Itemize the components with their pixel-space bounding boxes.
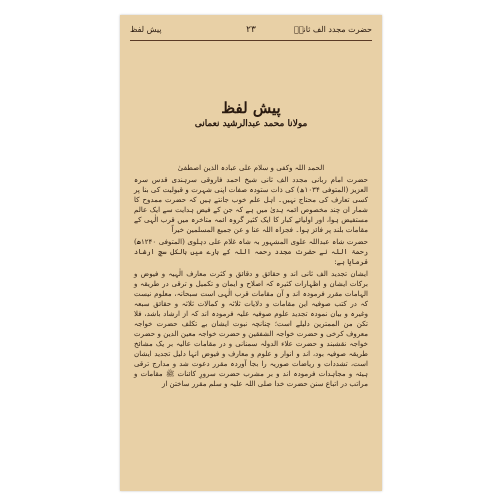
- opening-line: الحمد اللہ وکفی و سلام علی عبادہ الذین اصطفیٰ: [177, 163, 325, 172]
- page-header: [130, 21, 372, 39]
- section-header: پیش لفظ: [130, 25, 162, 34]
- running-title: حضرت مجدد الف ثانیؒ: [293, 25, 372, 34]
- book-page: [120, 15, 382, 491]
- body-text: [134, 163, 368, 391]
- quoted-paragraph: ایشان تجدید الف ثانی اند و حقائق و دقائق و کثرت معارف الٰہیہ و فیوض و برکات ایشان و اظہارات کثیرہ کہ اصلاح و ایمان و تکمیل و ترقی در طریقہ و الہامات مقرر فرمودہ اند و آن مقامات قرب الٰہی است سبحانہ، معلوم نیست کہ در کتب صوفیہ این مقامات و دلایات ثلاثہ و کمالات ثلاثہ و حقائق سبعہ وغیرہ و بیان نمودہ تجدید علوم صوفیہ علیہ فرمودہ اند کہ از ارشاد باشد، فلا تکن من الممترین دلیلے است؛ چنانچہ نبوت ایشان بے تکلف حضرت خواجہ معروف کرخی و حضرت خواجہ الشفقین و حضرت خواجہ معین الدین و حضرت خواجہ نقشبند و حضرت علاء الدولہ سمنانی و در مقامات عالیہ بر یک مشائخ طریقہ صوفیہ بود، اند و انوار و علوم و معارف و فیوض انہا دلیل تجدید ایشان است، تشددات و ریاضات صوریہ را بجا آوردہ مقرر دعوت شد و مدارج ترقی ہیئہ و مجاہدات فرمودہ اند و بر مشرب حضرت سرورِ کائنات ﷺ مقامات و مراتب در اتباع سنن حضرت خدا صلی اللہ علیہ و سلم مقرر ساختن از: [134, 269, 368, 388]
- author-name: مولانا محمد عبدالرشید نعمانی: [194, 119, 308, 129]
- page-number: ۲۳: [246, 25, 256, 35]
- header-divider: [130, 40, 372, 41]
- paragraph: حضرت امام ربانی مجدد الف ثانی شیخ احمد فاروقی سرہندی قدس سرہ العزیز (المتوفی ۱۰۳۴ھ) کی ذات ستودہ صفات اپنی شہرت و قبولیت کی بنا پر کسی تعارف کی محتاج نہیں۔ اہل علم خوب جانتے ہیں کہ حضرت ممدوح کا شمار ان چند مخصوص ائمہ ہدیٰ میں ہے کہ جن کے فیض ہدایت سے ایک عالم مستفیض ہوا، اور اولیائے کبار کا ایک کثیر گروہ ائمہ متاخرہ میں قرب الٰہی کے مقامات بلند پر فائز ہوا۔ فجزاہ اللہ عنا و عن جمیع المسلمین خیراً: [134, 175, 368, 234]
- page-title: پیش لفظ: [221, 99, 281, 117]
- paragraph: حضرت شاہ عبداللہ علوی المشہور بہ شاہ غلام علی دہلوی (المتوفی ۱۲۴۰ھ) رحمۃ اللہ نے حضرت مجدد رحمہ اللہ کے بارے میں بالکل سچ ارشاد فرمایا ہے:: [134, 237, 368, 266]
